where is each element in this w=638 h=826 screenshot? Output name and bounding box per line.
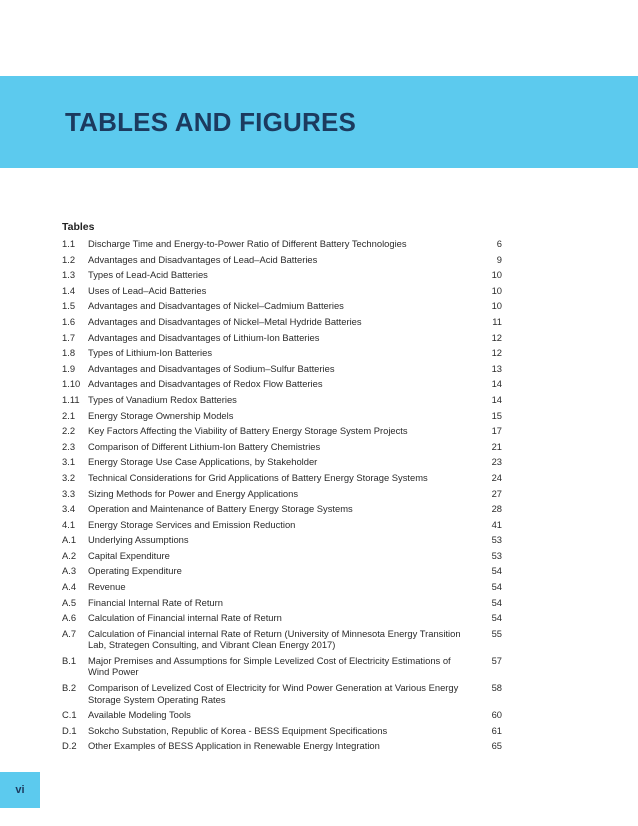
entry-title: Major Premises and Assumptions for Simple Levelized Cost of Electricity Estimations of Wind Power bbox=[88, 654, 451, 678]
entry-number: 4.1 bbox=[62, 518, 76, 530]
entry-number: C.1 bbox=[62, 709, 77, 721]
entry-number: A.4 bbox=[62, 581, 77, 593]
toc-entry[interactable] bbox=[62, 565, 502, 577]
entry-number: 3.2 bbox=[62, 471, 76, 483]
entry-title: Advantages and Disadvantages of Nickel–Cadmium Batteries bbox=[88, 300, 344, 312]
entry-number: 1.7 bbox=[62, 331, 76, 343]
entry-page-number: 54 bbox=[491, 581, 502, 593]
entry-title: Advantages and Disadvantages of Nickel–Metal Hydride Batteries bbox=[88, 315, 362, 327]
entry-page-number: 11 bbox=[492, 315, 502, 327]
toc-entry[interactable] bbox=[62, 519, 502, 531]
entry-number: 1.2 bbox=[62, 253, 76, 265]
toc-entry[interactable] bbox=[62, 394, 502, 406]
entry-title: Key Factors Affecting the Viability of Battery Energy Storage System Projects bbox=[88, 425, 408, 437]
toc-entry[interactable] bbox=[62, 269, 502, 281]
entry-number: B.1 bbox=[62, 654, 77, 666]
entry-number: A.1 bbox=[62, 534, 77, 546]
page-number-badge bbox=[0, 772, 40, 808]
toc-entry[interactable] bbox=[62, 503, 502, 515]
entry-page-number: 10 bbox=[491, 300, 502, 312]
entry-page-number: 17 bbox=[491, 425, 502, 437]
entry-page-number: 23 bbox=[491, 456, 502, 468]
entry-title: Types of Vanadium Redox Batteries bbox=[88, 393, 237, 405]
entry-page-number: 53 bbox=[491, 549, 502, 561]
section-label-tables: Tables bbox=[62, 221, 95, 233]
entry-page-number: 41 bbox=[491, 518, 502, 530]
entry-title: Underlying Assumptions bbox=[88, 534, 189, 546]
page-title: TABLES AND FIGURES bbox=[65, 107, 357, 137]
entry-title: Energy Storage Services and Emission Reduction bbox=[88, 518, 296, 530]
entry-title: Comparison of Levelized Cost of Electricity for Wind Power Generation at Various Energy Storage System Operating Rates bbox=[88, 682, 459, 705]
entry-number: 1.5 bbox=[62, 300, 76, 312]
entry-page-number: 12 bbox=[491, 347, 502, 359]
entry-number: 3.3 bbox=[62, 487, 76, 499]
entry-page-number: 14 bbox=[491, 393, 502, 405]
entry-number: A.6 bbox=[62, 612, 77, 624]
entry-number: 2.3 bbox=[62, 440, 76, 452]
entry-page-number: 65 bbox=[491, 740, 502, 752]
toc-entry[interactable] bbox=[62, 332, 502, 344]
entry-title: Available Modeling Tools bbox=[88, 709, 191, 721]
entry-title: Types of Lithium-Ion Batteries bbox=[88, 347, 213, 359]
toc-entry[interactable] bbox=[62, 725, 502, 737]
entry-page-number: 60 bbox=[491, 709, 502, 721]
entry-page-number: 27 bbox=[491, 487, 502, 499]
toc-entry[interactable] bbox=[62, 628, 502, 651]
entry-page-number: 55 bbox=[491, 627, 502, 639]
entry-number: 3.4 bbox=[62, 503, 76, 515]
toc-entry[interactable] bbox=[62, 581, 502, 593]
entry-page-number: 10 bbox=[491, 284, 502, 296]
entry-page-number: 15 bbox=[491, 409, 502, 421]
entry-number: A.5 bbox=[62, 596, 77, 608]
entry-page-number: 61 bbox=[491, 724, 502, 736]
toc-entry[interactable] bbox=[62, 456, 502, 468]
entry-title: Sokcho Substation, Republic of Korea - BESS Equipment Specifications bbox=[88, 724, 388, 736]
entry-number: A.2 bbox=[62, 549, 77, 561]
entry-title: Advantages and Disadvantages of Lithium-Ion Batteries bbox=[88, 331, 320, 343]
entry-page-number: 57 bbox=[491, 654, 502, 666]
toc-entry[interactable] bbox=[62, 285, 502, 297]
toc-entry[interactable] bbox=[62, 709, 502, 721]
entry-title: Operating Expenditure bbox=[88, 565, 182, 577]
entry-title: Advantages and Disadvantages of Sodium–Sulfur Batteries bbox=[88, 362, 335, 374]
entry-page-number: 28 bbox=[491, 503, 502, 515]
entry-page-number: 12 bbox=[491, 331, 502, 343]
toc-entry[interactable] bbox=[62, 254, 502, 266]
entry-page-number: 24 bbox=[491, 471, 502, 483]
entry-number: D.2 bbox=[62, 740, 77, 752]
entry-title: Energy Storage Ownership Models bbox=[88, 409, 234, 421]
entry-title: Sizing Methods for Power and Energy Applications bbox=[88, 487, 299, 499]
entry-page-number: 21 bbox=[491, 440, 502, 452]
entry-page-number: 54 bbox=[491, 565, 502, 577]
entry-number: 1.9 bbox=[62, 362, 76, 374]
entry-title: Calculation of Financial internal Rate of Return (University of Minnesota Energy Transition Lab, Strategen Consulting, and Vibrant Clean Energy 2017) bbox=[88, 627, 461, 651]
entry-page-number: 14 bbox=[491, 378, 502, 390]
entry-number: A.3 bbox=[62, 565, 77, 577]
entry-title: Other Examples of BESS Application in Renewable Energy Integration bbox=[88, 740, 380, 752]
toc-entry[interactable] bbox=[62, 597, 502, 609]
toc-entry[interactable] bbox=[62, 316, 502, 328]
entry-title: Capital Expenditure bbox=[88, 549, 170, 561]
entry-page-number: 6 bbox=[496, 238, 502, 249]
entry-number: 2.1 bbox=[62, 409, 76, 421]
entry-number: 1.11 bbox=[62, 393, 80, 405]
entry-title: Uses of Lead–Acid Batteries bbox=[88, 284, 207, 296]
entry-title: Energy Storage Use Case Applications, by Stakeholder bbox=[88, 456, 318, 468]
tables-list bbox=[62, 238, 502, 756]
toc-entry[interactable] bbox=[62, 300, 502, 312]
toc-entry[interactable] bbox=[62, 682, 502, 705]
entry-number: 1.10 bbox=[62, 378, 81, 390]
entry-number: D.1 bbox=[62, 724, 77, 736]
entry-page-number: 10 bbox=[491, 269, 502, 281]
entry-page-number: 53 bbox=[491, 534, 502, 546]
entry-title: Revenue bbox=[88, 581, 126, 593]
toc-entry[interactable] bbox=[62, 238, 502, 250]
toc-entry[interactable] bbox=[62, 441, 502, 453]
toc-entry[interactable] bbox=[62, 378, 502, 390]
entry-page-number: 58 bbox=[491, 682, 502, 694]
entry-title: Advantages and Disadvantages of Redox Flow Batteries bbox=[88, 378, 323, 390]
entry-number: 1.3 bbox=[62, 269, 76, 281]
entry-number: 1.6 bbox=[62, 315, 76, 327]
toc-entry[interactable] bbox=[62, 347, 502, 359]
entry-number: B.2 bbox=[62, 682, 77, 694]
entry-number: A.7 bbox=[62, 627, 77, 639]
entry-page-number: 9 bbox=[496, 253, 502, 265]
toc-entry[interactable] bbox=[62, 550, 502, 562]
entry-title: Operation and Maintenance of Battery Energy Storage Systems bbox=[88, 503, 353, 515]
entry-title: Discharge Time and Energy-to-Power Ratio of Different Battery Technologies bbox=[88, 238, 407, 249]
entry-number: 3.1 bbox=[62, 456, 76, 468]
entry-number: 1.1 bbox=[62, 238, 76, 249]
entry-page-number: 54 bbox=[491, 596, 502, 608]
toc-entry[interactable] bbox=[62, 472, 502, 484]
toc-entry[interactable] bbox=[62, 425, 502, 437]
toc-entry[interactable] bbox=[62, 655, 502, 678]
entry-number: 1.4 bbox=[62, 284, 76, 296]
entry-title: Technical Considerations for Grid Applications of Battery Energy Storage Systems bbox=[88, 471, 428, 483]
toc-entry[interactable] bbox=[62, 410, 502, 422]
entry-page-number: 54 bbox=[491, 612, 502, 624]
toc-entry[interactable] bbox=[62, 534, 502, 546]
toc-entry[interactable] bbox=[62, 612, 502, 624]
entry-title: Comparison of Different Lithium-Ion Battery Chemistries bbox=[88, 440, 321, 452]
toc-entry[interactable] bbox=[62, 488, 502, 500]
toc-entry[interactable] bbox=[62, 363, 502, 375]
entry-title: Calculation of Financial internal Rate of Return bbox=[88, 612, 282, 624]
entry-title: Types of Lead-Acid Batteries bbox=[88, 269, 208, 281]
entry-page-number: 13 bbox=[491, 362, 502, 374]
entry-number: 1.8 bbox=[62, 347, 76, 359]
entry-title: Financial Internal Rate of Return bbox=[88, 596, 223, 608]
page-number: vi bbox=[15, 784, 25, 796]
entry-number: 2.2 bbox=[62, 425, 76, 437]
toc-entry[interactable] bbox=[62, 740, 502, 752]
entry-title: Advantages and Disadvantages of Lead–Acid Batteries bbox=[88, 253, 318, 265]
